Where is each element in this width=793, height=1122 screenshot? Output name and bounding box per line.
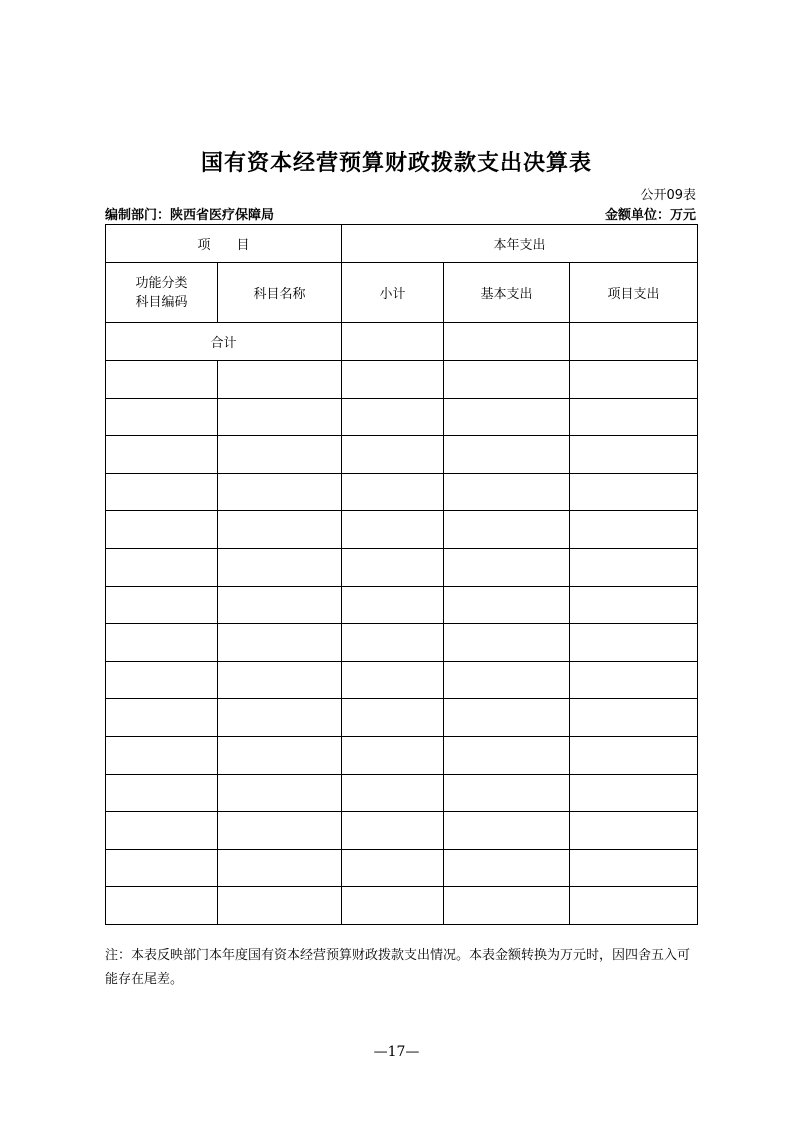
table-row [106,436,698,474]
table-cell [444,887,570,925]
table-row [106,473,698,511]
header-subject-name: 科目名称 [218,263,342,323]
table-row [106,887,698,925]
table-number: 公开09表 [640,188,696,203]
table-cell [218,398,342,436]
header-current-year: 本年支出 [342,225,698,263]
table-cell [342,436,444,474]
table-cell [106,436,218,474]
table-cell [570,699,698,737]
table-cell [444,736,570,774]
table-cell [342,736,444,774]
table-cell [106,699,218,737]
header-function-code-line1: 功能分类 [135,275,188,291]
table-cell [444,361,570,399]
header-function-code-line2: 科目编码 [135,294,188,310]
table-cell [342,699,444,737]
empty-rows [106,361,698,925]
table-cell [218,699,342,737]
table-cell [106,548,218,586]
table-cell [218,849,342,887]
table-cell [570,398,698,436]
table-cell [342,774,444,812]
table-cell [342,661,444,699]
table-cell [218,774,342,812]
table-cell [444,812,570,850]
table-cell [218,548,342,586]
table-cell [444,548,570,586]
total-basic-cell [444,323,570,361]
table-row [106,548,698,586]
table-cell [218,511,342,549]
table-cell [106,511,218,549]
table-cell [570,624,698,662]
table-cell [342,361,444,399]
table-cell [444,473,570,511]
table-cell [570,736,698,774]
table-row [106,699,698,737]
table-cell [106,887,218,925]
table-cell [570,511,698,549]
total-subtotal-cell [342,323,444,361]
table-cell [218,812,342,850]
table-cell [444,511,570,549]
table-cell [444,774,570,812]
table-cell [444,586,570,624]
header-basic-expenditure: 基本支出 [444,263,570,323]
header-item: 项 目 [106,225,342,263]
table-row [106,398,698,436]
total-row [106,323,698,361]
header-project-expenditure: 项目支出 [570,263,698,323]
table-cell [218,887,342,925]
table-cell [570,661,698,699]
table-cell [342,812,444,850]
table-cell [444,849,570,887]
table-cell [570,548,698,586]
table-cell [342,548,444,586]
table-row [106,736,698,774]
table-row [106,586,698,624]
table-cell [218,586,342,624]
table-row [106,511,698,549]
header-row-1 [106,225,698,263]
total-project-cell [570,323,698,361]
page-title: 国有资本经营预算财政拨款支出决算表 [200,151,592,176]
table-cell [570,774,698,812]
table-row [106,661,698,699]
department-label: 编制部门：陕西省医疗保障局 [105,208,275,223]
page-number: —17— [373,1044,420,1060]
table-row [106,849,698,887]
header-subtotal: 小计 [342,263,444,323]
table-cell [106,398,218,436]
table-cell [444,624,570,662]
table-row [106,361,698,399]
table-cell [218,436,342,474]
table-cell [106,473,218,511]
header-function-code [106,263,218,323]
table-row [106,624,698,662]
table-cell [570,849,698,887]
total-label: 合计 [106,323,342,361]
table-cell [570,586,698,624]
footnote: 注：本表反映部门本年度国有资本经营预算财政拨款支出情况。本表金额转换为万元时，因四舍五入可能存在尾差。 [105,948,691,987]
table-cell [106,736,218,774]
table-cell [106,624,218,662]
table-cell [106,849,218,887]
table-row [106,774,698,812]
table-cell [570,473,698,511]
table-cell [218,473,342,511]
unit-label: 金额单位：万元 [604,208,696,223]
table-cell [342,849,444,887]
table-cell [342,511,444,549]
table-cell [570,887,698,925]
table-cell [106,586,218,624]
table-cell [106,812,218,850]
expenditure-table [105,224,698,925]
table-cell [570,361,698,399]
table-cell [342,473,444,511]
table-cell [444,699,570,737]
table-cell [444,661,570,699]
table-row [106,812,698,850]
table-cell [106,361,218,399]
table-cell [570,812,698,850]
table-cell [218,361,342,399]
table-cell [218,736,342,774]
table-cell [444,398,570,436]
table-cell [218,661,342,699]
table-cell [342,586,444,624]
table-cell [342,887,444,925]
table-cell [106,774,218,812]
table-cell [106,661,218,699]
table-cell [444,436,570,474]
table-cell [342,398,444,436]
table-cell [570,436,698,474]
table-cell [218,624,342,662]
header-row-2 [106,263,698,323]
table-cell [342,624,444,662]
